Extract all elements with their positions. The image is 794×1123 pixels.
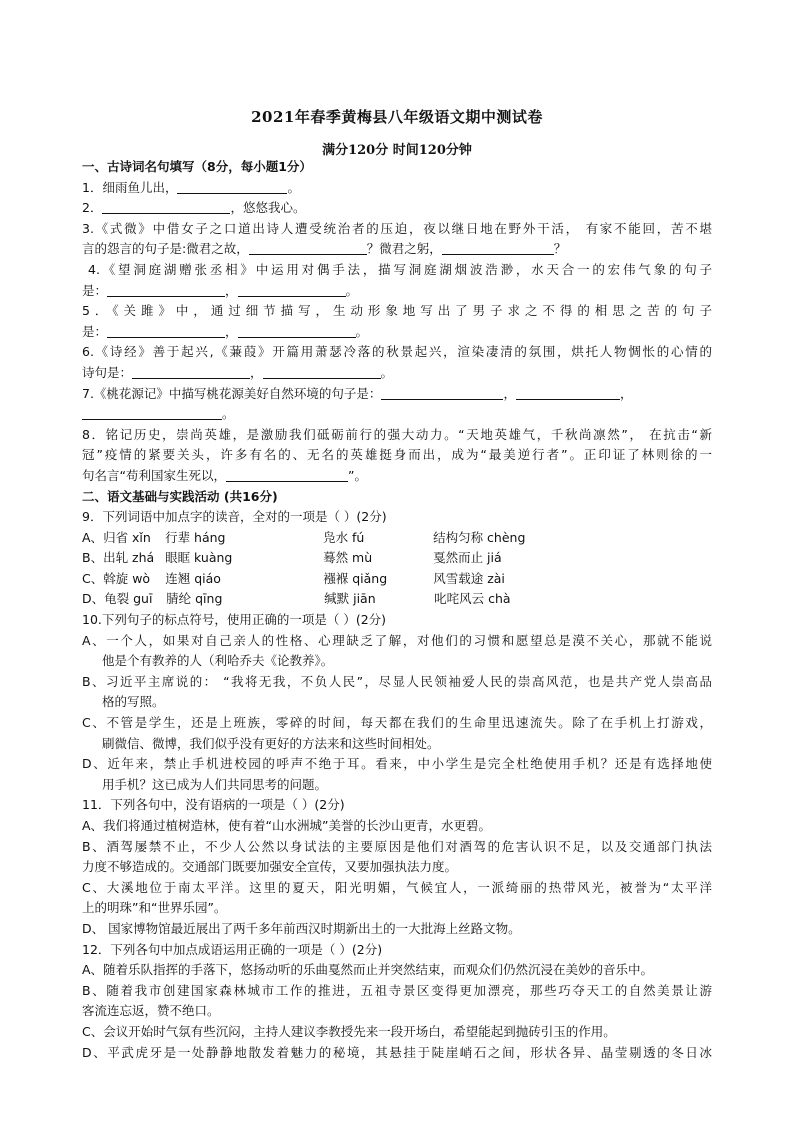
answer-blank[interactable] xyxy=(177,179,287,194)
answer-blank[interactable] xyxy=(107,282,225,297)
question-8-line2: 冠”疫情的紧要关头，许多有名的、无名的英雄挺身而出，成为“最美逆行者”。正印证了林则徐的一 xyxy=(82,447,712,463)
question-11-option-c-cont: 上的明珠”和“世界乐园”。 xyxy=(82,900,227,916)
question-10-stem: 10.下列句子的标点符号，使用正确的一项是（ ）(2分) xyxy=(82,612,387,628)
question-10-option-b[interactable]: B、习近平主席说的： “我将无我，不负人民”，尽显人民领袖爱人民的崇高风范，也是共产党人崇高品 xyxy=(82,673,712,689)
answer-blank[interactable] xyxy=(107,323,225,338)
question-12-option-d[interactable]: D、平武虎牙是一处静静地散发着魅力的秘境，其悬挂于陡崖峭石之间，形状各异、晶莹剔透的冬日冰 xyxy=(82,1044,712,1060)
question-8-line1: 8．铭记历史，崇尚英雄，是激励我们砥砺前行的强大动力。“天地英雄气，千秋尚凛然”， 在抗击“新 xyxy=(82,426,712,442)
answer-blank[interactable] xyxy=(132,364,250,379)
question-12-stem: 12．下列各句中加点成语运用正确的一项是（ ）(2分) xyxy=(82,941,383,957)
question-3-line2: 言的怨言的句子是:微君之故， ？微君之躬， ？ xyxy=(82,241,567,257)
answer-blank[interactable] xyxy=(516,385,620,400)
question-12-option-b-cont: 客流连忘返，赞不绝口。 xyxy=(82,1003,220,1019)
question-10-option-a[interactable]: A、一个人，如果对自己亲人的性格、心理缺乏了解，对他们的习惯和愿望总是漠不关心，那就不能说 xyxy=(82,632,712,648)
question-12-option-c[interactable]: C、会议开始时气氛有些沉闷，主持人建议李教授先来一段开场白，希望能起到抛砖引玉的作用。 xyxy=(82,1023,616,1039)
question-2: 2． ，悠悠我心。 xyxy=(82,200,306,216)
question-12-option-b[interactable]: B、随着我市创建国家森林城市工作的推进，五祖寺景区变得更加漂亮，那些巧夺天工的自然美景让游 xyxy=(82,982,712,998)
answer-blank[interactable] xyxy=(442,240,554,255)
question-10-option-d[interactable]: D、近年来，禁止手机进校园的呼声不绝于耳。看来，中小学生是完全杜绝使用手机？还是有选择地使 xyxy=(82,756,712,772)
question-9-option[interactable]: B、出轧 zhá 眼眶 kuàng 蓦然 mù 戛然而止 jiá xyxy=(82,550,502,566)
question-12-option-a[interactable]: A、随着乐队指挥的手落下，悠扬动听的乐曲戛然而止并突然结束，而观众们仍然沉浸在美妙的音乐中。 xyxy=(82,962,654,978)
question-4-line2: 是： ， 。 xyxy=(82,282,359,298)
question-1-text: 1．细雨鱼儿出， xyxy=(82,179,178,195)
question-9-option[interactable]: C、斡旋 wò 连翘 qiáo 襁褓 qiǎng 风雪载途 zài xyxy=(82,570,505,586)
question-6-line1: 6.《诗经》善于起兴,《蒹葭》开篇用萧瑟冷落的秋景起兴，渲染凄清的氛围，烘托人物惆怅的心情的 xyxy=(82,344,712,360)
answer-blank[interactable] xyxy=(238,282,346,297)
answer-blank[interactable] xyxy=(263,364,381,379)
question-11-option-c[interactable]: C、大溪地位于南太平洋。这里的夏天，阳光明媚，气候宜人，一派绮丽的热带风光，被誉为“太平洋 xyxy=(82,879,712,895)
question-11-option-d[interactable]: D、 国家博物馆最近展出了两千多年前西汉时期新出土的一大批海上丝路文物。 xyxy=(82,920,521,936)
question-9-stem: 9．下列词语中加点字的读音，全对的一项是（ ）(2分) xyxy=(82,509,387,525)
question-2-text: ，悠悠我心。 xyxy=(230,200,306,216)
exam-subtitle: 满分120分 时间120分钟 xyxy=(322,143,472,158)
answer-blank[interactable] xyxy=(82,405,222,420)
question-3-line1: 3.《式微》中借女子之口道出诗人遭受统治者的压迫，夜以继日地在野外干活， 有家不能回，苦不堪 xyxy=(82,220,712,236)
answer-blank[interactable] xyxy=(226,467,348,482)
question-10-option-c[interactable]: C、不管是学生，还是上班族，零碎的时间，每天都在我们的生命里迅速流失。除了在手机上打游戏， xyxy=(82,715,712,731)
question-4-line1: 4.《望洞庭湖赠张丞相》中运用对偶手法，描写洞庭湖烟波浩渺，水天合一的宏伟气象的句子 xyxy=(88,261,712,277)
question-5-line2: 是： ， 。 xyxy=(82,323,369,339)
question-10-option-b-cont: 格的写照。 xyxy=(102,694,165,710)
question-5-line1: 5．《关雎》中，通过细节描写，生动形象地写出了男子求之不得的相思之苦的句子 xyxy=(82,303,712,319)
question-6-line2: 诗句是： ， 。 xyxy=(82,364,394,380)
answer-blank[interactable] xyxy=(102,199,230,214)
question-7-line2: 。 xyxy=(82,404,712,425)
section1-heading: 一、古诗词名句填写（8分，每小题1分） xyxy=(82,159,312,174)
answer-blank[interactable] xyxy=(238,323,356,338)
question-10-option-d-cont: 用手机？这已成为人们共同思考的问题。 xyxy=(102,776,328,792)
question-7-line1: 7.《桃花源记》中描写桃花源美好自然环境的句子是： ， ， xyxy=(82,385,633,401)
section2-heading: 二、语文基础与实践活动 (共16分) xyxy=(82,488,278,504)
question-9-option[interactable]: A、归省 xǐn 行辈 háng 凫水 fú 结构匀称 chèng xyxy=(82,529,526,545)
question-9-option[interactable]: D、龟裂 guī 腈纶 qīng 缄默 jiān 叱咤风云 chà xyxy=(82,591,511,607)
exam-title: 2021年春季黄梅县八年级语文期中测试卷 xyxy=(251,108,543,126)
question-11-option-b[interactable]: B、酒驾屡禁不止，不少人公然以身试法的主要原因是他们对酒驾的危害认识不足，以及交通部门执法 xyxy=(82,838,712,854)
answer-blank[interactable] xyxy=(249,240,367,255)
question-11-option-a[interactable]: A、我们将通过植树造林，使有着“山水洲城”美誉的长沙山更青，水更碧。 xyxy=(82,818,492,833)
question-10-option-c-cont: 刷微信、微博，我们似乎没有更好的方法来和这些时间相处。 xyxy=(102,735,440,751)
question-10-option-a-cont: 他是个有教养的人（利哈乔夫《论教养》。 xyxy=(102,653,334,669)
question-1: 1．细雨鱼儿出， 。 xyxy=(82,179,300,195)
question-11-stem: 11．下列各句中，没有语病的一项是（ ）(2分) xyxy=(82,797,345,813)
question-11-option-b-cont: 力度不够造成的。交通部门既要加强安全宣传，又要加强执法力度。 xyxy=(82,859,458,875)
exam-content xyxy=(82,157,712,1063)
question-8-line3: 句名言“苟利国家生死以， ”。 xyxy=(82,467,367,483)
answer-blank[interactable] xyxy=(381,385,503,400)
